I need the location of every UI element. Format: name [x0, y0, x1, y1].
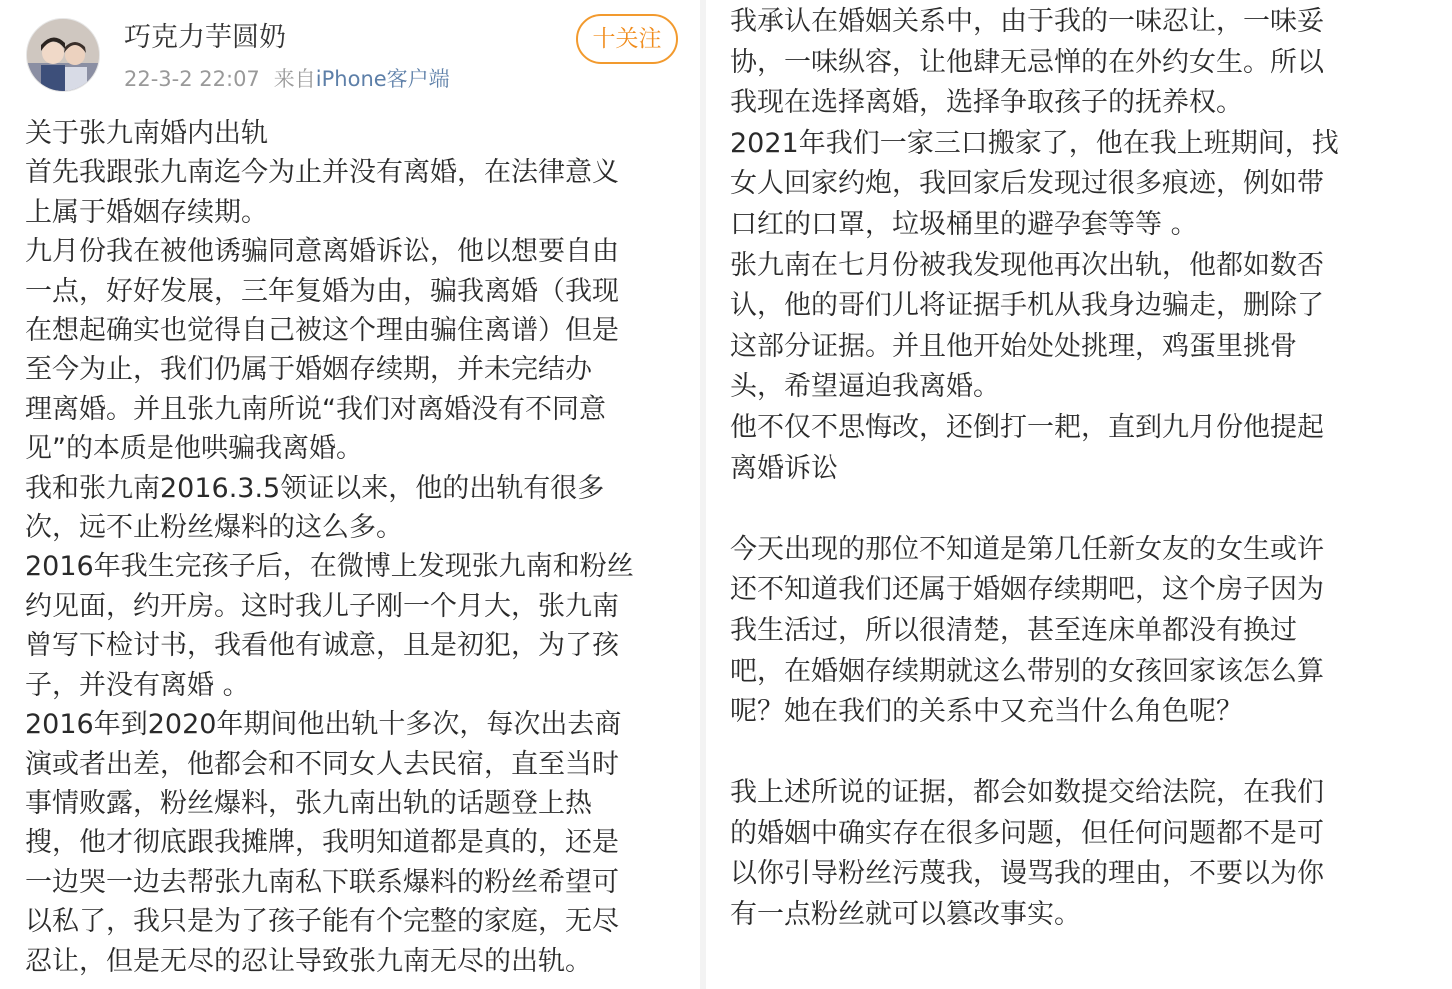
paragraph-spacer [730, 489, 1430, 530]
avatar[interactable] [26, 18, 100, 92]
text-line: 次，远不止粉丝爆料的这么多。 [25, 512, 403, 544]
text-line: 女人回家约炮，我回家后发现过很多痕迹，例如带 [730, 168, 1324, 200]
text-line: 2021年我们一家三口搬家了，他在我上班期间，找 [730, 127, 1339, 159]
text-line: 约见面，约开房。这时我儿子刚一个月大，张九南 [25, 590, 619, 622]
text-line: 他不仅不思悔改，还倒打一耙，直到九月份他提起 [730, 411, 1324, 443]
text-line: 上属于婚姻存续期。 [25, 196, 268, 228]
weibo-post-right-panel [706, 0, 1452, 989]
follow-button[interactable]: 十关注 [576, 14, 678, 64]
text-line: 头，希望逼迫我离婚。 [730, 371, 1000, 403]
text-line: 关于张九南婚内出轨 [25, 118, 268, 149]
paragraph-spacer [730, 733, 1430, 774]
text-line: 演或者出差，他都会和不同女人去民宿，直至当时 [25, 748, 619, 780]
text-line: 事情败露，粉丝爆料，张九南出轨的话题登上热 [25, 787, 592, 819]
text-line: 离婚诉讼 [730, 452, 838, 484]
text-line: 见”的本质是他哄骗我离婚。 [25, 433, 363, 465]
text-line: 我现在选择离婚，选择争取孩子的抚养权。 [730, 87, 1243, 119]
text-line: 呢？她在我们的关系中又充当什么角色呢？ [730, 696, 1243, 728]
text-line: 至今为止，我们仍属于婚姻存续期，并未完结办 [25, 354, 592, 386]
avatar-photo-icon [27, 19, 100, 92]
text-line: 首先我跟张九南迄今为止并没有离婚，在法律意义 [25, 157, 619, 189]
weibo-post-left-panel [0, 0, 700, 989]
text-line: 曾写下检讨书，我看他有诚意，且是初犯，为了孩 [25, 630, 619, 662]
text-line: 在想起确实也觉得自己被这个理由骗住离谱）但是 [25, 315, 619, 347]
text-line: 这部分证据。并且他开始处处挑理，鸡蛋里挑骨 [730, 330, 1297, 362]
text-line: 2016年到2020年期间他出轨十多次，每次出去商 [25, 709, 622, 741]
post-meta [124, 64, 450, 94]
text-line: 还不知道我们还属于婚姻存续期吧，这个房子因为 [730, 574, 1324, 606]
post-body-right [730, 2, 1430, 936]
text-line: 有一点粉丝就可以篡改事实。 [730, 899, 1081, 931]
post-timestamp: 22-3-2 22:07 [124, 67, 260, 91]
text-line: 一点，好好发展，三年复婚为由，骗我离婚（我现 [25, 275, 619, 307]
text-line: 今天出现的那位不知道是第几任新女友的女生或许 [730, 533, 1324, 565]
text-line: 认，他的哥们儿将证据手机从我身边骗走，删除了 [730, 290, 1324, 322]
text-line: 的婚姻中确实存在很多问题，但任何问题都不是可 [730, 817, 1324, 849]
text-line: 以私了，我只是为了孩子能有个完整的家庭，无尽 [25, 906, 619, 938]
text-line: 吧，在婚姻存续期就这么带别的女孩回家该怎么算 [730, 655, 1324, 687]
text-line: 以你引导粉丝污蔑我，谩骂我的理由，不要以为你 [730, 858, 1324, 890]
source-link[interactable]: iPhone客户端 [315, 67, 450, 91]
username[interactable]: 巧克力芋圆奶 [124, 22, 286, 53]
text-line: 我生活过，所以很清楚，甚至连床单都没有换过 [730, 614, 1297, 646]
text-line: 九月份我在被他诱骗同意离婚诉讼，他以想要自由 [25, 236, 619, 268]
post-body-left [25, 114, 687, 981]
text-line: 我上述所说的证据，都会如数提交给法院，在我们 [730, 777, 1324, 809]
source-prefix: 来自 [273, 67, 316, 91]
text-line: 2016年我生完孩子后，在微博上发现张九南和粉丝 [25, 551, 634, 583]
text-line: 子，并没有离婚 。 [25, 669, 250, 701]
text-line: 理离婚。并且张九南所说“我们对离婚没有不同意 [25, 393, 606, 425]
text-line: 协，一味纵容，让他肆无忌惮的在外约女生。所以 [730, 46, 1324, 78]
text-line: 我和张九南2016.3.5领证以来，他的出轨有很多 [25, 472, 605, 504]
text-line: 口红的口罩，垃圾桶里的避孕套等等 。 [730, 208, 1198, 240]
text-line: 忍让，但是无尽的忍让导致张九南无尽的出轨。 [25, 945, 592, 977]
text-line: 一边哭一边去帮张九南私下联系爆料的粉丝希望可 [25, 866, 619, 898]
text-line: 张九南在七月份被我发现他再次出轨，他都如数否 [730, 249, 1324, 281]
text-line: 搜，他才彻底跟我摊牌，我明知道都是真的，还是 [25, 827, 619, 859]
text-line: 我承认在婚姻关系中，由于我的一味忍让，一味妥 [730, 6, 1324, 37]
